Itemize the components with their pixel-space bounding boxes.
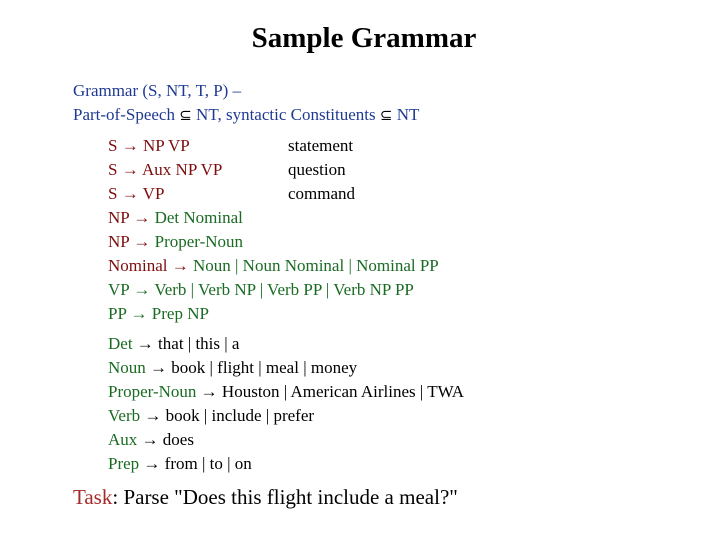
rule-rhs: NP VP <box>142 136 190 155</box>
lexicon-lhs: Verb <box>108 406 141 425</box>
subset-symbol-2: ⊆ <box>379 106 393 124</box>
lexicon-arrow: → <box>140 406 166 425</box>
rule-lhs: S <box>108 160 118 179</box>
lexicon-rhs: book | include | prefer <box>165 406 315 425</box>
rule-lhs: NP <box>108 208 130 227</box>
subset-symbol: ⊆ <box>179 106 192 124</box>
rule-row <box>108 302 439 326</box>
rule-arrow: → <box>129 232 155 251</box>
rule-arrow: → <box>126 304 152 323</box>
rule-arrow: → <box>117 184 143 203</box>
task-text: : Parse "Does this flight include a meal?" <box>112 485 458 509</box>
lexicon-arrow: → <box>145 358 172 377</box>
rule-lhs: NP <box>108 232 130 251</box>
part-of-speech-label: Part-of-Speech <box>73 105 175 124</box>
lexicon-arrow: → <box>137 430 163 449</box>
rule-arrow: → <box>167 256 193 275</box>
lexicon-rhs: book | flight | meal | money <box>171 358 358 377</box>
rule-lhs: S <box>108 184 118 203</box>
rule-row <box>108 182 439 206</box>
lexicon-lhs: Prep <box>108 454 140 473</box>
rule-rhs: Proper-Noun <box>154 232 244 251</box>
pos-line <box>73 103 419 127</box>
rule-comment: question <box>288 160 346 179</box>
rule-arrow: → <box>129 208 155 227</box>
rule-lhs: VP <box>108 280 130 299</box>
lexicon-lhs: Aux <box>108 430 138 449</box>
lexicon-row <box>108 404 464 428</box>
lexicon-rhs: Houston | American Airlines | TWA <box>221 382 465 401</box>
rule-lhs: Nominal <box>108 256 168 275</box>
rule-rhs: Verb | Verb NP | Verb PP | Verb NP PP <box>154 280 414 299</box>
rule-comment: command <box>288 184 356 203</box>
nt-text-2: NT <box>392 105 420 124</box>
rule-comment: statement <box>288 136 354 155</box>
rule-row <box>108 254 439 278</box>
rule-lhs: PP <box>108 304 127 323</box>
rule-row <box>108 278 439 302</box>
rule-rhs: VP <box>142 184 165 203</box>
rule-arrow: → <box>117 160 143 179</box>
slide-title: Sample Grammar <box>251 22 477 54</box>
rule-arrow: → <box>129 280 155 299</box>
syntactic-constituents-label: syntactic Constituents <box>225 105 376 124</box>
rule-rhs: Aux NP VP <box>142 160 223 179</box>
lexicon-arrow: → <box>132 334 159 353</box>
lexicon-row <box>108 332 464 356</box>
rule-lhs: S <box>108 136 118 155</box>
lexicon-lhs: Det <box>108 334 133 353</box>
task-statement <box>73 485 458 510</box>
production-rules <box>108 134 439 326</box>
rule-rhs: Noun | Noun Nominal | Nominal PP <box>193 256 439 275</box>
lexicon-arrow: → <box>139 454 165 473</box>
lexicon-rhs: from | to | on <box>164 454 252 473</box>
rule-row <box>108 134 439 158</box>
rule-row <box>108 206 439 230</box>
lexicon-row <box>108 356 464 380</box>
lexicon-rhs: that | this | a <box>158 334 240 353</box>
nt-text-1: NT, <box>191 105 226 124</box>
lexicon-lhs: Noun <box>108 358 146 377</box>
lexicon-arrow: → <box>196 382 222 401</box>
rule-arrow: → <box>117 136 143 155</box>
lexicon-rules <box>108 332 464 476</box>
lexicon-row <box>108 380 464 404</box>
lexicon-lhs: Proper-Noun <box>108 382 197 401</box>
grammar-tuple-line: Grammar (S, NT, T, P) – <box>73 81 242 100</box>
rule-row <box>108 158 439 182</box>
lexicon-row <box>108 428 464 452</box>
lexicon-rhs: does <box>162 430 194 449</box>
rule-rhs: Prep NP <box>151 304 209 323</box>
lexicon-row <box>108 452 464 476</box>
rule-row <box>108 230 439 254</box>
rule-rhs: Det Nominal <box>154 208 243 227</box>
task-label: Task <box>73 485 113 509</box>
grammar-definition <box>73 79 419 127</box>
